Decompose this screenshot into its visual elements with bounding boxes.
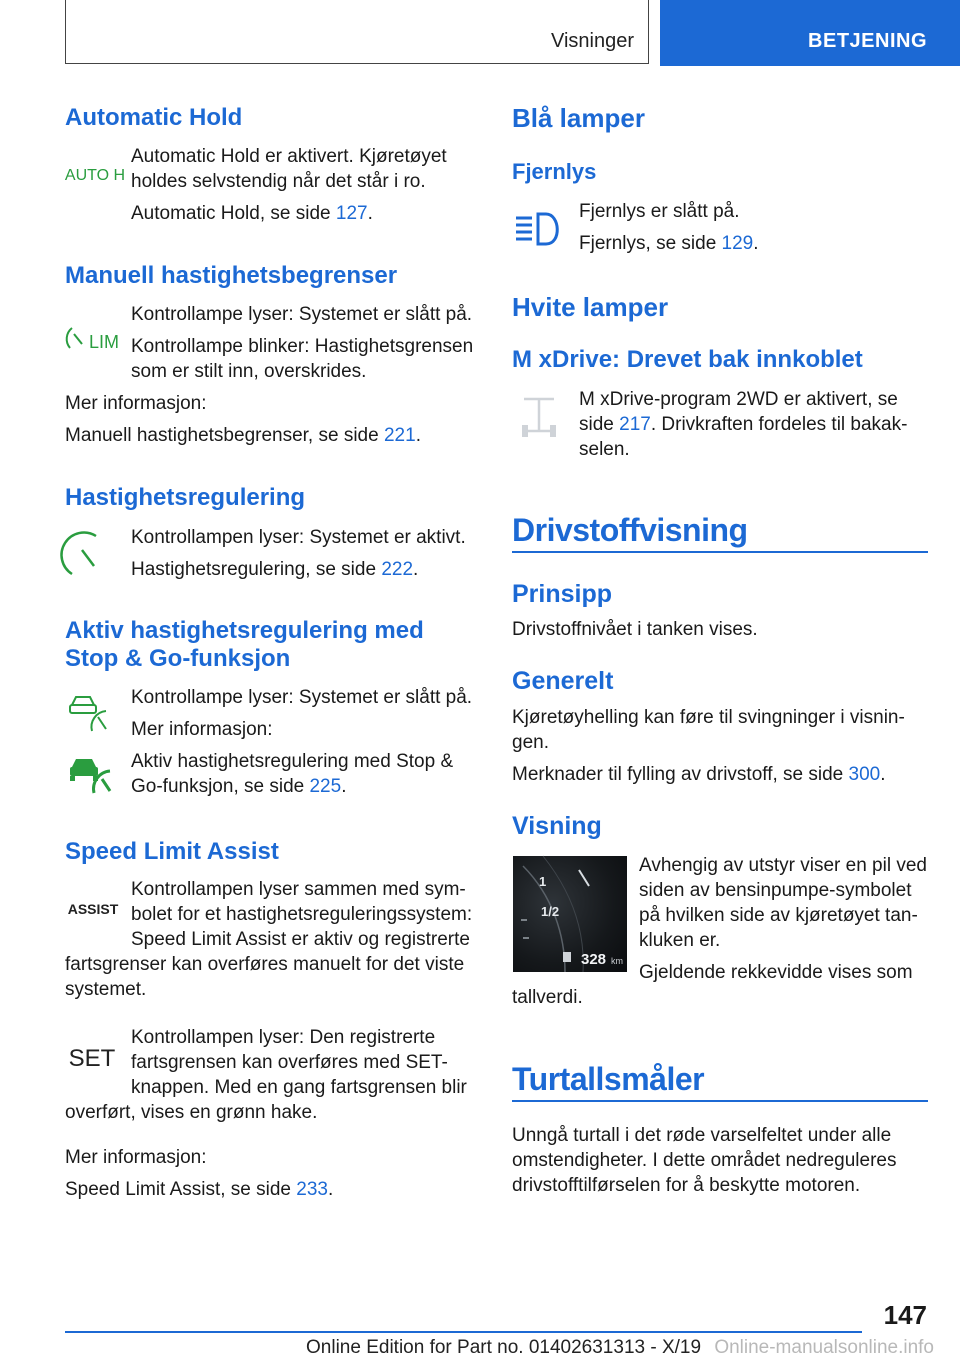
tachometer-heading: Turtallsmåler <box>512 1061 705 1097</box>
page-link-222[interactable]: 222 <box>381 559 414 580</box>
tachometer-heading-rule <box>512 1100 928 1102</box>
page-link-233[interactable]: 233 <box>296 1179 328 1200</box>
page-link-225[interactable]: 225 <box>309 776 342 797</box>
white-lamps-heading: Hvite lamper <box>512 292 669 322</box>
principle-text: Drivstoffnivået i tanken vises. <box>512 619 758 640</box>
rear-wheel-drive-icon <box>520 395 558 441</box>
sla-text-1: Kontrollampen lyser sammen med sym- <box>131 879 466 900</box>
display-text-6: tallverdi. <box>512 987 583 1008</box>
auto-hold-icon <box>64 163 126 187</box>
acc-text-1: Kontrollampe lyser: Systemet er slått på. <box>131 687 473 708</box>
display-heading: Visning <box>512 812 602 840</box>
general-text-1: Kjøretøyhelling kan føre til svingninger i visnin- <box>512 707 905 728</box>
auto-hold-icon-label: AUTO H <box>64 167 126 184</box>
speed-limiter-icon <box>66 320 122 354</box>
high-beam-reference: Fjernlys, se side 129. <box>579 233 759 254</box>
limiter-text-1: Kontrollampe lyser: Systemet er slått på. <box>131 304 473 325</box>
tacho-text-2: omstendigheter. I dette området nedreguleres <box>512 1150 897 1171</box>
cruise-text-1: Kontrollampen lyser: Systemet er aktivt. <box>131 527 466 548</box>
page-link-300[interactable]: 300 <box>848 764 881 785</box>
speed-limiter-heading: Manuell hastighetsbegrenser <box>65 262 398 289</box>
set-icon-label: SET <box>68 1045 116 1072</box>
speed-limiter-icon-label: LIM <box>88 332 120 352</box>
xdrive-text-1: M xDrive-program 2WD er aktivert, se <box>579 389 898 410</box>
fuel-pump-icon <box>563 952 571 962</box>
sla-set-text-4: overført, vises en grønn hake. <box>65 1102 318 1123</box>
assist-icon-label: ASSIST <box>67 901 119 917</box>
fuel-heading-rule <box>512 551 928 553</box>
gauge-half-mark: 1/2 <box>541 904 560 919</box>
header-chapter-label: BETJENING <box>808 30 927 52</box>
auto-hold-reference: Automatic Hold, se side 127. <box>131 203 373 224</box>
auto-hold-text-1: Automatic Hold er aktivert. Kjøretøyet <box>131 146 447 167</box>
page-link-217[interactable]: 217 <box>619 414 651 435</box>
header-chapter-tab <box>660 0 960 66</box>
page-number: 147 <box>883 1300 927 1330</box>
limiter-more-info: Mer informasjon: <box>65 393 207 414</box>
sla-set-text-3: knappen. Med en gang fartsgrensen blir <box>131 1077 467 1098</box>
auto-hold-text-2: holdes selvstendig når det står i ro. <box>131 171 426 192</box>
high-beam-heading: Fjernlys <box>512 159 597 184</box>
speed-limit-assist-heading: Speed Limit Assist <box>65 838 279 865</box>
acc-reference: Go-funksjon, se side 225. <box>131 776 347 797</box>
footer-edition: Online Edition for Part no. 01402631313 - X/19 <box>306 1337 702 1358</box>
principle-heading: Prinsipp <box>512 580 613 608</box>
limiter-text-2: Kontrollampe blinker: Hastighetsgrensen <box>131 336 474 357</box>
acc-more-info: Mer informasjon: <box>131 719 273 740</box>
acc-stop-go-icon <box>66 753 122 797</box>
xdrive-heading: M xDrive: Drevet bak innkoblet <box>512 346 863 373</box>
high-beam-text: Fjernlys er slått på. <box>579 201 740 222</box>
xdrive-text-2: side 217. Drivkraften fordeles til bakak- <box>579 414 908 435</box>
sla-text-2: bolet for et hastighetsreguleringssystem: <box>131 904 473 925</box>
sla-reference: Speed Limit Assist, se side 233. <box>65 1179 334 1200</box>
gauge-range-unit: km <box>611 956 623 966</box>
footer-rule <box>65 1331 862 1333</box>
fuel-display-heading: Drivstoffvisning <box>512 512 748 548</box>
high-beam-icon <box>512 210 568 250</box>
header-section-label: Visninger <box>550 30 634 52</box>
sla-set-text-1: Kontrollampen lyser: Den registrerte <box>131 1027 436 1048</box>
page-link-221[interactable]: 221 <box>383 425 416 446</box>
blue-lamps-heading: Blå lamper <box>512 103 645 133</box>
display-text-4: kluken er. <box>639 930 721 951</box>
sla-text-5: systemet. <box>65 979 147 1000</box>
xdrive-text-3: selen. <box>579 439 630 460</box>
tacho-text-1: Unngå turtall i det røde varselfeltet under alle <box>512 1125 892 1146</box>
sla-text-3: Speed Limit Assist er aktiv og registrerte <box>131 929 470 950</box>
automatic-hold-heading: Automatic Hold <box>65 104 243 131</box>
cruise-control-heading: Hastighetsregulering <box>65 484 306 511</box>
header-section-tab <box>65 0 649 64</box>
fuel-gauge-photo <box>513 856 627 972</box>
display-text-5: Gjeldende rekkevidde vises som <box>639 962 913 983</box>
acc-heading-line-1: Aktiv hastighetsregulering med <box>65 617 424 644</box>
acc-text-3: Aktiv hastighetsregulering med Stop & <box>131 751 454 772</box>
display-text-1: Avhengig av utstyr viser en pil ved <box>639 855 927 876</box>
cruise-control-icon <box>66 532 110 580</box>
gauge-range-value: 328 <box>581 951 607 968</box>
page-link-129[interactable]: 129 <box>721 233 754 254</box>
acc-icon <box>66 693 122 735</box>
general-text-2: gen. <box>512 732 549 753</box>
tacho-text-3: drivstofftilførselen for å beskytte motoren. <box>512 1175 861 1196</box>
limiter-text-3: som er stilt inn, overskrides. <box>131 361 367 382</box>
general-reference: Merknader til fylling av drivstoff, se side 300. <box>512 764 886 785</box>
assist-icon <box>66 898 122 920</box>
display-text-2: siden av bensinpumpe-symbolet <box>639 880 912 901</box>
set-icon <box>66 1041 122 1073</box>
page-link-127[interactable]: 127 <box>335 203 368 224</box>
watermark: Online-manualsonline.info <box>714 1337 934 1358</box>
acc-heading-line-2: Stop & Go-funksjon <box>65 645 291 672</box>
general-heading: Generelt <box>512 667 614 695</box>
gauge-full-mark: 1 <box>539 874 547 889</box>
sla-text-4: fartsgrenser kan overføres manuelt for det viste <box>65 954 465 975</box>
cruise-reference: Hastighetsregulering, se side 222. <box>131 559 419 580</box>
display-text-3: på hvilken side av kjøretøyet tan- <box>639 905 918 926</box>
limiter-reference: Manuell hastighetsbegrenser, se side 221. <box>65 425 421 446</box>
sla-more-info: Mer informasjon: <box>65 1147 207 1168</box>
sla-set-text-2: fartsgrensen kan overføres med SET- <box>131 1052 448 1073</box>
